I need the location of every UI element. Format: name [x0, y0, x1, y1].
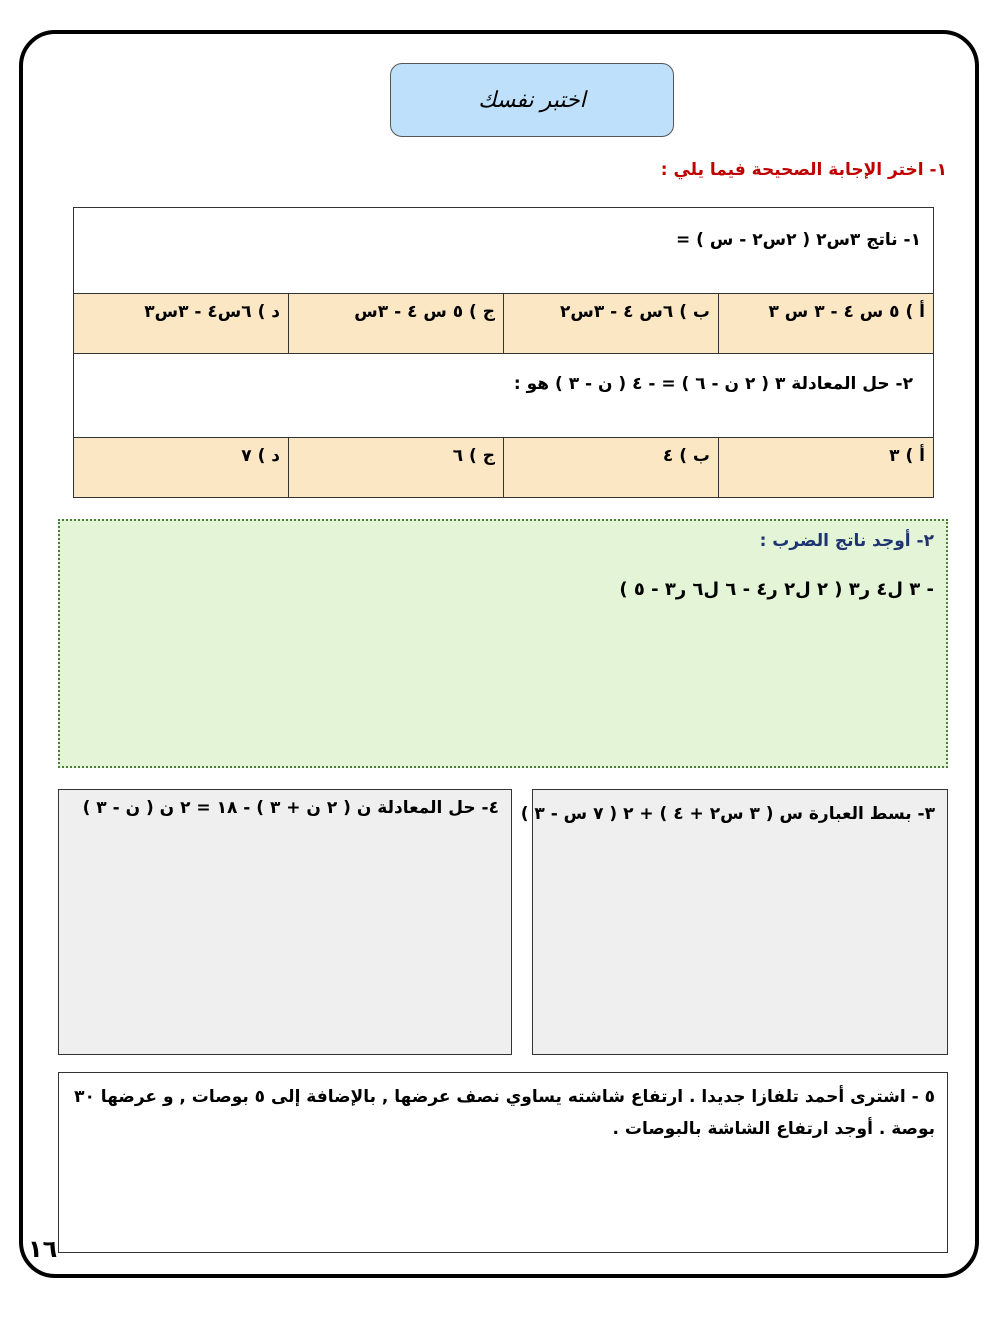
question-row — [74, 354, 934, 438]
q1-option-a[interactable]: أ ) ٥ س ٤ - ٣ س ٣ — [719, 294, 934, 354]
q1-option-c[interactable]: ج ) ٥ س ٤ - ٣س — [289, 294, 504, 354]
section1-heading: ١- اختر الإجابة الصحيحة فيما يلي : — [660, 160, 947, 180]
q1-option-d[interactable]: د ) ٦س٤ - ٣س٣ — [74, 294, 289, 354]
page-title-text: اختبر نفسك — [478, 87, 586, 113]
section2-expression: - ٣ ل٤ ر٣ ( ٢ ل٢ ر٤ - ٦ ل٦ ر٣ - ٥ ) — [619, 579, 934, 600]
question-2-text: ٢- حل المعادلة ٣ ( ٢ ن - ٦ ) = - ٤ ( ن - ٣ ) هو : — [74, 354, 934, 438]
mcq-table — [73, 207, 934, 498]
multiply-answer-box[interactable] — [58, 519, 948, 768]
section5-text: ٥ - اشترى أحمد تلفازا جديدا . ارتفاع شاشته يساوي نصف عرضها , بالإضافة إلى ٥ بوصات , و عرضها ٣٠ بوصة . أوجد ارتفاع الشاشة بالبوصات . — [74, 1087, 935, 1139]
question-row — [74, 208, 934, 294]
q1-option-b[interactable]: ب ) ٦س ٤ - ٣س٢ — [504, 294, 719, 354]
question-1-text: ١- ناتج ٣س٢ ( ٢س٢ - س ) = — [74, 208, 934, 294]
page-title — [390, 63, 674, 137]
q2-option-a[interactable]: أ ) ٣ — [719, 438, 934, 498]
section3-text: ٣- بسط العبارة س ( ٣ س٢ + ٤ ) + ٢ ( ٧ س - ٣ ) — [520, 804, 935, 824]
section2-heading: ٢- أوجد ناتج الضرب : — [759, 531, 934, 551]
q2-option-b[interactable]: ب ) ٤ — [504, 438, 719, 498]
equation-answer-box[interactable] — [58, 789, 512, 1055]
q2-option-d[interactable]: د ) ٧ — [74, 438, 289, 498]
options-row — [74, 294, 934, 354]
options-row — [74, 438, 934, 498]
page-number: ١٦ — [28, 1235, 58, 1263]
section4-text: ٤- حل المعادلة ن ( ٢ ن + ٣ ) - ١٨ = ٢ ن ( ن - ٣ ) — [82, 798, 499, 818]
q2-option-c[interactable]: ج ) ٦ — [289, 438, 504, 498]
simplify-answer-box[interactable] — [520, 789, 948, 1055]
word-problem-box[interactable] — [58, 1072, 948, 1253]
